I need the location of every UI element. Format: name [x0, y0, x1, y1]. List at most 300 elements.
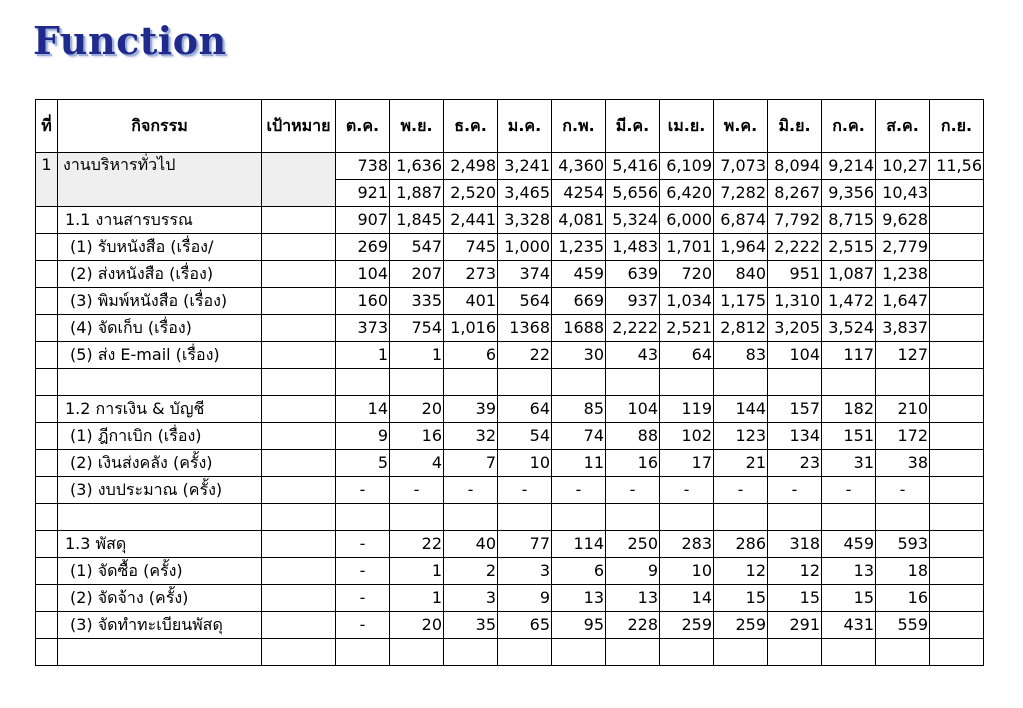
value-cell: 593: [876, 531, 930, 558]
value-cell: [552, 369, 606, 396]
value-cell: 20: [390, 612, 444, 639]
value-cell: [876, 504, 930, 531]
value-cell: [498, 639, 552, 666]
table-row: [36, 315, 984, 342]
value-cell: [498, 369, 552, 396]
activity-cell: 1.2 การเงิน & บัญชี: [58, 396, 262, 423]
value-cell: 2,779: [876, 234, 930, 261]
value-cell: 65: [498, 612, 552, 639]
value-cell: -: [336, 585, 390, 612]
value-cell: 3,465: [498, 180, 552, 207]
value-cell: [822, 639, 876, 666]
activity-cell: (2) เงินส่งคลัง (ครั้ง): [58, 450, 262, 477]
value-cell: 1,175: [714, 288, 768, 315]
row-number: [36, 396, 58, 423]
value-cell: [930, 450, 984, 477]
value-cell: 921: [336, 180, 390, 207]
value-cell: 15: [714, 585, 768, 612]
value-cell: 1: [336, 342, 390, 369]
value-cell: 74: [552, 423, 606, 450]
value-cell: 6: [552, 558, 606, 585]
value-cell: -: [552, 477, 606, 504]
value-cell: 1,000: [498, 234, 552, 261]
value-cell: 14: [660, 585, 714, 612]
value-cell: [552, 504, 606, 531]
header-month: พ.ค.: [714, 100, 768, 153]
value-cell: 39: [444, 396, 498, 423]
value-cell: 157: [768, 396, 822, 423]
value-cell: [444, 504, 498, 531]
value-cell: 4254: [552, 180, 606, 207]
value-cell: -: [444, 477, 498, 504]
value-cell: 9,356: [822, 180, 876, 207]
value-cell: 182: [822, 396, 876, 423]
target-cell: [262, 207, 336, 234]
value-cell: 2,521: [660, 315, 714, 342]
activity-cell: 1.1 งานสารบรรณ: [58, 207, 262, 234]
value-cell: 1,636: [390, 153, 444, 180]
header-activity: กิจกรรม: [58, 100, 262, 153]
value-cell: [930, 504, 984, 531]
value-cell: [714, 504, 768, 531]
value-cell: 7,792: [768, 207, 822, 234]
value-cell: 1,845: [390, 207, 444, 234]
value-cell: 937: [606, 288, 660, 315]
table-row: [36, 234, 984, 261]
value-cell: 2,222: [606, 315, 660, 342]
target-cell: [262, 504, 336, 531]
value-cell: 22: [390, 531, 444, 558]
value-cell: [930, 261, 984, 288]
header-month: มิ.ย.: [768, 100, 822, 153]
value-cell: 1,483: [606, 234, 660, 261]
value-cell: [930, 369, 984, 396]
value-cell: 269: [336, 234, 390, 261]
value-cell: 6,420: [660, 180, 714, 207]
row-number: [36, 261, 58, 288]
activity-cell: [58, 369, 262, 396]
table-row: [36, 261, 984, 288]
value-cell: 85: [552, 396, 606, 423]
table-row: [36, 423, 984, 450]
value-cell: 123: [714, 423, 768, 450]
value-cell: -: [336, 531, 390, 558]
header-row: [36, 100, 984, 153]
value-cell: 3: [498, 558, 552, 585]
value-cell: 21: [714, 450, 768, 477]
value-cell: 5,324: [606, 207, 660, 234]
target-cell: [262, 531, 336, 558]
value-cell: 564: [498, 288, 552, 315]
target-cell: [262, 153, 336, 207]
value-cell: 4: [390, 450, 444, 477]
value-cell: 13: [606, 585, 660, 612]
value-cell: 259: [714, 612, 768, 639]
value-cell: 35: [444, 612, 498, 639]
value-cell: 228: [606, 612, 660, 639]
value-cell: -: [606, 477, 660, 504]
value-cell: 9,214: [822, 153, 876, 180]
value-cell: 13: [552, 585, 606, 612]
value-cell: [822, 504, 876, 531]
value-cell: 119: [660, 396, 714, 423]
value-cell: -: [498, 477, 552, 504]
value-cell: 2,441: [444, 207, 498, 234]
activity-cell: (4) จัดเก็บ (เรื่อง): [58, 315, 262, 342]
target-cell: [262, 450, 336, 477]
value-cell: 335: [390, 288, 444, 315]
target-cell: [262, 477, 336, 504]
table-row: [36, 504, 984, 531]
value-cell: 134: [768, 423, 822, 450]
value-cell: 1368: [498, 315, 552, 342]
value-cell: [714, 369, 768, 396]
value-cell: [822, 369, 876, 396]
value-cell: 54: [498, 423, 552, 450]
table-row: [36, 153, 984, 180]
value-cell: 459: [822, 531, 876, 558]
row-number: [36, 288, 58, 315]
header-month: ก.พ.: [552, 100, 606, 153]
row-number: [36, 234, 58, 261]
value-cell: [930, 234, 984, 261]
value-cell: 1,238: [876, 261, 930, 288]
row-number: [36, 369, 58, 396]
value-cell: 23: [768, 450, 822, 477]
value-cell: [606, 639, 660, 666]
value-cell: [336, 369, 390, 396]
value-cell: 17: [660, 450, 714, 477]
row-number: [36, 207, 58, 234]
header-month: เม.ย.: [660, 100, 714, 153]
value-cell: [930, 396, 984, 423]
value-cell: 547: [390, 234, 444, 261]
row-number: [36, 315, 58, 342]
value-cell: 7,073: [714, 153, 768, 180]
value-cell: 2,222: [768, 234, 822, 261]
table-row: [36, 531, 984, 558]
value-cell: 3,524: [822, 315, 876, 342]
value-cell: 3,328: [498, 207, 552, 234]
value-cell: [930, 180, 984, 207]
value-cell: 669: [552, 288, 606, 315]
value-cell: -: [714, 477, 768, 504]
activity-table: [35, 99, 984, 666]
value-cell: 15: [768, 585, 822, 612]
value-cell: 8,094: [768, 153, 822, 180]
value-cell: 12: [714, 558, 768, 585]
value-cell: -: [768, 477, 822, 504]
value-cell: 840: [714, 261, 768, 288]
target-cell: [262, 288, 336, 315]
row-number: [36, 342, 58, 369]
value-cell: 9: [336, 423, 390, 450]
table-row: [36, 477, 984, 504]
table-row: [36, 207, 984, 234]
value-cell: 6,109: [660, 153, 714, 180]
value-cell: 144: [714, 396, 768, 423]
value-cell: 22: [498, 342, 552, 369]
table-body: [36, 153, 984, 666]
row-number: [36, 450, 58, 477]
value-cell: 88: [606, 423, 660, 450]
value-cell: 40: [444, 531, 498, 558]
value-cell: 3,205: [768, 315, 822, 342]
value-cell: [930, 315, 984, 342]
value-cell: 10: [498, 450, 552, 477]
value-cell: 1,887: [390, 180, 444, 207]
value-cell: 3,241: [498, 153, 552, 180]
value-cell: 373: [336, 315, 390, 342]
value-cell: 13: [822, 558, 876, 585]
value-cell: 1: [390, 558, 444, 585]
value-cell: 160: [336, 288, 390, 315]
value-cell: [930, 558, 984, 585]
value-cell: 4,081: [552, 207, 606, 234]
value-cell: 2,520: [444, 180, 498, 207]
value-cell: 2,515: [822, 234, 876, 261]
value-cell: 2,812: [714, 315, 768, 342]
value-cell: [390, 639, 444, 666]
table-row: [36, 639, 984, 666]
value-cell: -: [390, 477, 444, 504]
target-cell: [262, 585, 336, 612]
value-cell: [876, 639, 930, 666]
value-cell: [444, 369, 498, 396]
activity-cell: (5) ส่ง E-mail (เรื่อง): [58, 342, 262, 369]
value-cell: [606, 369, 660, 396]
value-cell: 104: [336, 261, 390, 288]
header-month: ก.ค.: [822, 100, 876, 153]
value-cell: 286: [714, 531, 768, 558]
value-cell: 1,647: [876, 288, 930, 315]
value-cell: 2: [444, 558, 498, 585]
row-number: [36, 585, 58, 612]
value-cell: [930, 612, 984, 639]
value-cell: [660, 504, 714, 531]
value-cell: 151: [822, 423, 876, 450]
value-cell: 11,56: [930, 153, 984, 180]
target-cell: [262, 396, 336, 423]
value-cell: 3,837: [876, 315, 930, 342]
value-cell: 20: [390, 396, 444, 423]
value-cell: 951: [768, 261, 822, 288]
value-cell: 77: [498, 531, 552, 558]
value-cell: 4,360: [552, 153, 606, 180]
row-number: [36, 558, 58, 585]
row-number: [36, 612, 58, 639]
table-row: [36, 288, 984, 315]
header-month: พ.ย.: [390, 100, 444, 153]
header-target: เป้าหมาย: [262, 100, 336, 153]
value-cell: 431: [822, 612, 876, 639]
value-cell: 16: [876, 585, 930, 612]
table-row: [36, 612, 984, 639]
value-cell: 64: [660, 342, 714, 369]
value-cell: [930, 585, 984, 612]
value-cell: 1,235: [552, 234, 606, 261]
value-cell: 1: [390, 585, 444, 612]
value-cell: 7,282: [714, 180, 768, 207]
value-cell: [930, 423, 984, 450]
value-cell: 16: [390, 423, 444, 450]
value-cell: 1,701: [660, 234, 714, 261]
activity-cell: (1) ฎีกาเบิก (เรื่อง): [58, 423, 262, 450]
value-cell: 15: [822, 585, 876, 612]
row-number: [36, 477, 58, 504]
activity-cell: (2) ส่งหนังสือ (เรื่อง): [58, 261, 262, 288]
value-cell: 283: [660, 531, 714, 558]
value-cell: 10,43: [876, 180, 930, 207]
value-cell: 2,498: [444, 153, 498, 180]
value-cell: 10,27: [876, 153, 930, 180]
value-cell: [498, 504, 552, 531]
target-cell: [262, 342, 336, 369]
value-cell: 127: [876, 342, 930, 369]
value-cell: 104: [768, 342, 822, 369]
value-cell: 5,656: [606, 180, 660, 207]
table-row: [36, 558, 984, 585]
header-month: ก.ย.: [930, 100, 984, 153]
table-row: [36, 585, 984, 612]
target-cell: [262, 234, 336, 261]
activity-cell: [58, 504, 262, 531]
value-cell: [768, 369, 822, 396]
value-cell: 745: [444, 234, 498, 261]
target-cell: [262, 369, 336, 396]
value-cell: -: [336, 612, 390, 639]
value-cell: 754: [390, 315, 444, 342]
value-cell: [660, 369, 714, 396]
value-cell: 12: [768, 558, 822, 585]
value-cell: 1: [390, 342, 444, 369]
value-cell: 7: [444, 450, 498, 477]
activity-cell: (1) รับหนังสือ (เรื่อง/: [58, 234, 262, 261]
value-cell: 374: [498, 261, 552, 288]
value-cell: [930, 288, 984, 315]
activity-cell: (3) งบประมาณ (ครั้ง): [58, 477, 262, 504]
value-cell: -: [660, 477, 714, 504]
value-cell: 318: [768, 531, 822, 558]
value-cell: 5: [336, 450, 390, 477]
row-number: [36, 504, 58, 531]
value-cell: -: [822, 477, 876, 504]
value-cell: 9: [498, 585, 552, 612]
value-cell: 210: [876, 396, 930, 423]
header-month: ส.ค.: [876, 100, 930, 153]
value-cell: 83: [714, 342, 768, 369]
value-cell: 1,016: [444, 315, 498, 342]
row-number: [36, 531, 58, 558]
value-cell: 102: [660, 423, 714, 450]
value-cell: [768, 504, 822, 531]
header-month: ธ.ค.: [444, 100, 498, 153]
value-cell: 559: [876, 612, 930, 639]
table-row: [36, 396, 984, 423]
value-cell: 1,087: [822, 261, 876, 288]
row-number: [36, 423, 58, 450]
value-cell: -: [876, 477, 930, 504]
activity-cell: (3) จัดทำทะเบียนพัสดุ: [58, 612, 262, 639]
table-row: [36, 342, 984, 369]
value-cell: [930, 531, 984, 558]
value-cell: 250: [606, 531, 660, 558]
value-cell: 1,472: [822, 288, 876, 315]
value-cell: 639: [606, 261, 660, 288]
value-cell: 6: [444, 342, 498, 369]
value-cell: 720: [660, 261, 714, 288]
value-cell: 38: [876, 450, 930, 477]
value-cell: [336, 504, 390, 531]
value-cell: 9: [606, 558, 660, 585]
value-cell: 8,267: [768, 180, 822, 207]
value-cell: 117: [822, 342, 876, 369]
value-cell: 1,034: [660, 288, 714, 315]
value-cell: -: [336, 477, 390, 504]
value-cell: 738: [336, 153, 390, 180]
activity-cell: [58, 639, 262, 666]
value-cell: 114: [552, 531, 606, 558]
value-cell: [660, 639, 714, 666]
row-number: [36, 639, 58, 666]
activity-cell: 1.3 พัสดุ: [58, 531, 262, 558]
target-cell: [262, 423, 336, 450]
value-cell: 259: [660, 612, 714, 639]
value-cell: [930, 207, 984, 234]
target-cell: [262, 639, 336, 666]
value-cell: [390, 504, 444, 531]
target-cell: [262, 261, 336, 288]
value-cell: 30: [552, 342, 606, 369]
page-title: Function: [33, 18, 227, 63]
value-cell: 6,874: [714, 207, 768, 234]
value-cell: 10: [660, 558, 714, 585]
value-cell: 9,628: [876, 207, 930, 234]
value-cell: 1,964: [714, 234, 768, 261]
activity-cell: (3) พิมพ์หนังสือ (เรื่อง): [58, 288, 262, 315]
value-cell: 207: [390, 261, 444, 288]
value-cell: [606, 504, 660, 531]
value-cell: [930, 639, 984, 666]
header-month: มี.ค.: [606, 100, 660, 153]
value-cell: 291: [768, 612, 822, 639]
value-cell: 459: [552, 261, 606, 288]
value-cell: -: [336, 558, 390, 585]
value-cell: [714, 639, 768, 666]
header-month: ต.ค.: [336, 100, 390, 153]
value-cell: 16: [606, 450, 660, 477]
value-cell: 3: [444, 585, 498, 612]
value-cell: 31: [822, 450, 876, 477]
target-cell: [262, 315, 336, 342]
value-cell: 907: [336, 207, 390, 234]
value-cell: [876, 369, 930, 396]
value-cell: [390, 369, 444, 396]
value-cell: 95: [552, 612, 606, 639]
value-cell: [768, 639, 822, 666]
value-cell: 14: [336, 396, 390, 423]
header-month: ม.ค.: [498, 100, 552, 153]
value-cell: 32: [444, 423, 498, 450]
table-row: [36, 450, 984, 477]
value-cell: 64: [498, 396, 552, 423]
value-cell: 172: [876, 423, 930, 450]
value-cell: 1688: [552, 315, 606, 342]
header-no: ที่: [36, 100, 58, 153]
table-row: [36, 369, 984, 396]
activity-cell: (2) จัดจ้าง (ครั้ง): [58, 585, 262, 612]
row-number: 1: [36, 153, 58, 207]
